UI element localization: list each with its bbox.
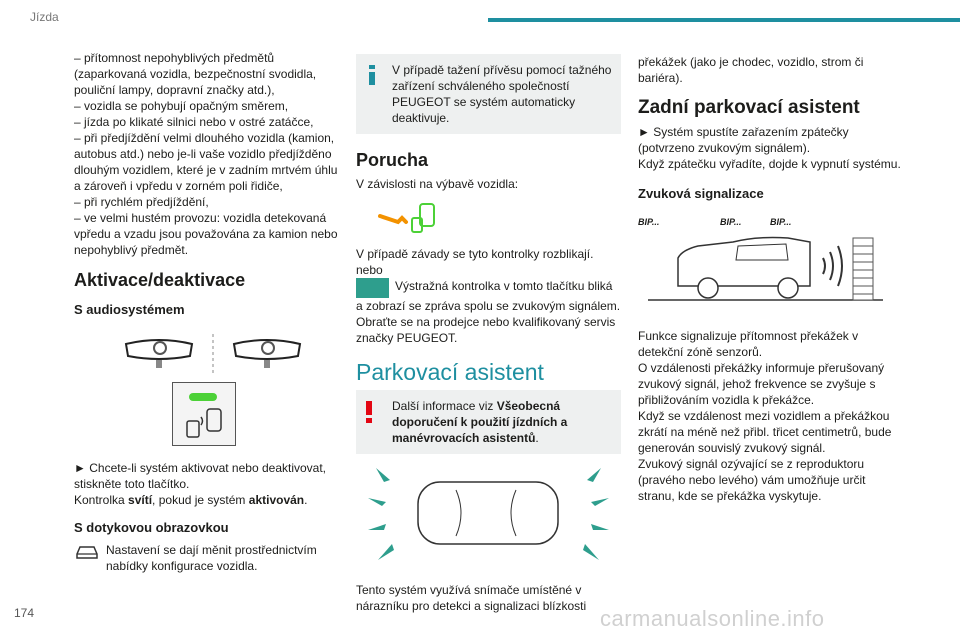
limitations-list: – přítomnost nepohyblivých předmětů (zaparkovaná vozidla, bezpečnostní svodidla, pouliční lampy, dopravní značky atd.), – vozidla se pohybují opačným směrem, – jízda po klikaté silnici nebo v ostré zatáčce, – při předjíždění velmi dlouhého vozidla (kamion, autobus atd.) nebo je-li vaše vozidlo předjížděno dlouhým vozidlem, které je v zadním mrtvém úhlu a zároveň i vpředu v zorném poli řidiče, – při rychlém předjíždění, – ve velmi hustém provozu: vozidla detekovaná vpředu a vzadu jsou považována za kamion nebo nepohyblivý předmět.: [74, 51, 338, 257]
lamp-note-mid: , pokud je systém: [152, 493, 249, 507]
sub-sound: Zvuková signalizace: [638, 186, 764, 201]
parking-info-end: .: [535, 431, 539, 445]
sub-audio: S audiosystémem: [74, 302, 185, 317]
wrench-icon: [376, 200, 456, 236]
fault-dealer-text: Obraťte se na prodejce nebo kvalifikovaný servis značky PEUGEOT.: [356, 315, 616, 345]
continued-text: překážek (jako je chodec, vozidlo, strom či bariéra).: [638, 55, 864, 85]
fault-warn-para: [356, 278, 621, 314]
parking-info-text: [364, 398, 613, 446]
parking-info-bold: Všeobecná doporučení k použití jízdních a manévrovacích asistentů: [392, 399, 568, 445]
lamp-bold-activated: aktivován: [248, 493, 305, 507]
heading-activation: Aktivace/deaktivace: [74, 270, 246, 290]
lamp-note: [74, 492, 339, 508]
mirror-icon: [232, 334, 302, 374]
lamp-bold-lit: svítí: [128, 493, 153, 507]
lamp-note-text: Kontrolka: [74, 493, 129, 507]
heading-parking: Parkovací asistent: [356, 359, 544, 385]
beep-label: BIP...: [720, 217, 742, 227]
heading-rear-parking: Zadní parkovací asistent: [638, 97, 860, 118]
fault-warn-text: Výstražná kontrolka v tomto tlačítku bliká a zobrazí se zpráva spolu se zvukovým signálem.: [356, 279, 621, 313]
blind-spot-button-icon[interactable]: [172, 382, 236, 446]
instruction-text: Chcete-li systém aktivovat nebo deaktivovat, stiskněte toto tlačítko.: [74, 461, 327, 491]
heading-fault: Porucha: [356, 150, 429, 170]
sub-touchscreen: S dotykovou obrazovkou: [74, 520, 229, 535]
column-3: [638, 50, 903, 504]
sound-description: Funkce signalizuje přítomnost překážek v detekční zóně senzorů. O vzdálenosti překážky informuje přerušovaný zvukový signál, jehož frekvence se zvyšuje s přibližováním vozidla k překážce. Když se vzdálenost mezi vozidlem a překážkou zkrátí na méně než přibl. třicet centimetrů, bude generován souvislý zvukový signál. Zvukový signál ozývající se z reproduktoru (pravého nebo levého) vám umožňuje určit stranu, kde se překážka vyskytuje.: [638, 329, 892, 503]
parking-desc: Tento systém využívá snímače umístěné v nárazníku pro detekci a signalizaci blízkosti: [356, 583, 587, 613]
fault-blink-text: V případě závady se tyto kontrolky rozblikají.: [356, 247, 594, 261]
arrow-icon: ►: [74, 461, 86, 475]
rear-instruction: [638, 124, 903, 156]
rear-parking-diagram: [638, 214, 903, 314]
mirror-illustration: [74, 334, 339, 374]
column-1: [74, 50, 339, 574]
lamp-note-end: .: [304, 493, 308, 507]
rear-off-text: Když zpátečku vyřadíte, dojde k vypnutí systému.: [638, 157, 901, 171]
beep-label: BIP...: [770, 217, 792, 227]
fault-or-text: nebo: [356, 263, 383, 277]
van-icon: [638, 224, 903, 312]
touch-note: [74, 542, 339, 574]
warning-icon: [364, 400, 374, 424]
blind-spot-warning-icon: [356, 278, 389, 298]
column-2: [356, 50, 621, 614]
towing-info-text: V případě tažení přívěsu pomocí tažného zařízení schváleného společností PEUGEOT se systém automaticky deaktivuje.: [392, 63, 612, 125]
arrow-icon: ►: [638, 125, 650, 139]
header-bar: [488, 18, 960, 22]
car-settings-icon: [74, 542, 100, 562]
instruction-activate: [74, 460, 339, 492]
page-number: 174: [14, 606, 35, 620]
fault-lamps: [356, 200, 621, 240]
divider-icon: [208, 334, 218, 374]
parking-sensors-diagram: [356, 458, 621, 568]
towing-info-box: [356, 54, 621, 134]
beep-label: BIP...: [638, 217, 660, 227]
watermark: carmanualsonline.info: [600, 606, 825, 631]
mirror-icon: [124, 334, 194, 374]
parking-info-box: [356, 390, 621, 454]
blind-spot-button[interactable]: [74, 382, 339, 446]
section-header: Jízda: [30, 10, 59, 24]
fault-intro: V závislosti na výbavě vozidla:: [356, 177, 519, 191]
info-icon: [364, 64, 380, 86]
rear-instruction-text: Systém spustíte zařazením zpátečky (potvrzeno zvukovým signálem).: [638, 125, 849, 155]
parking-info-pre: Další informace viz: [392, 399, 497, 413]
touch-note-text: Nastavení se dají měnit prostřednictvím nabídky konfigurace vozidla.: [106, 543, 317, 573]
